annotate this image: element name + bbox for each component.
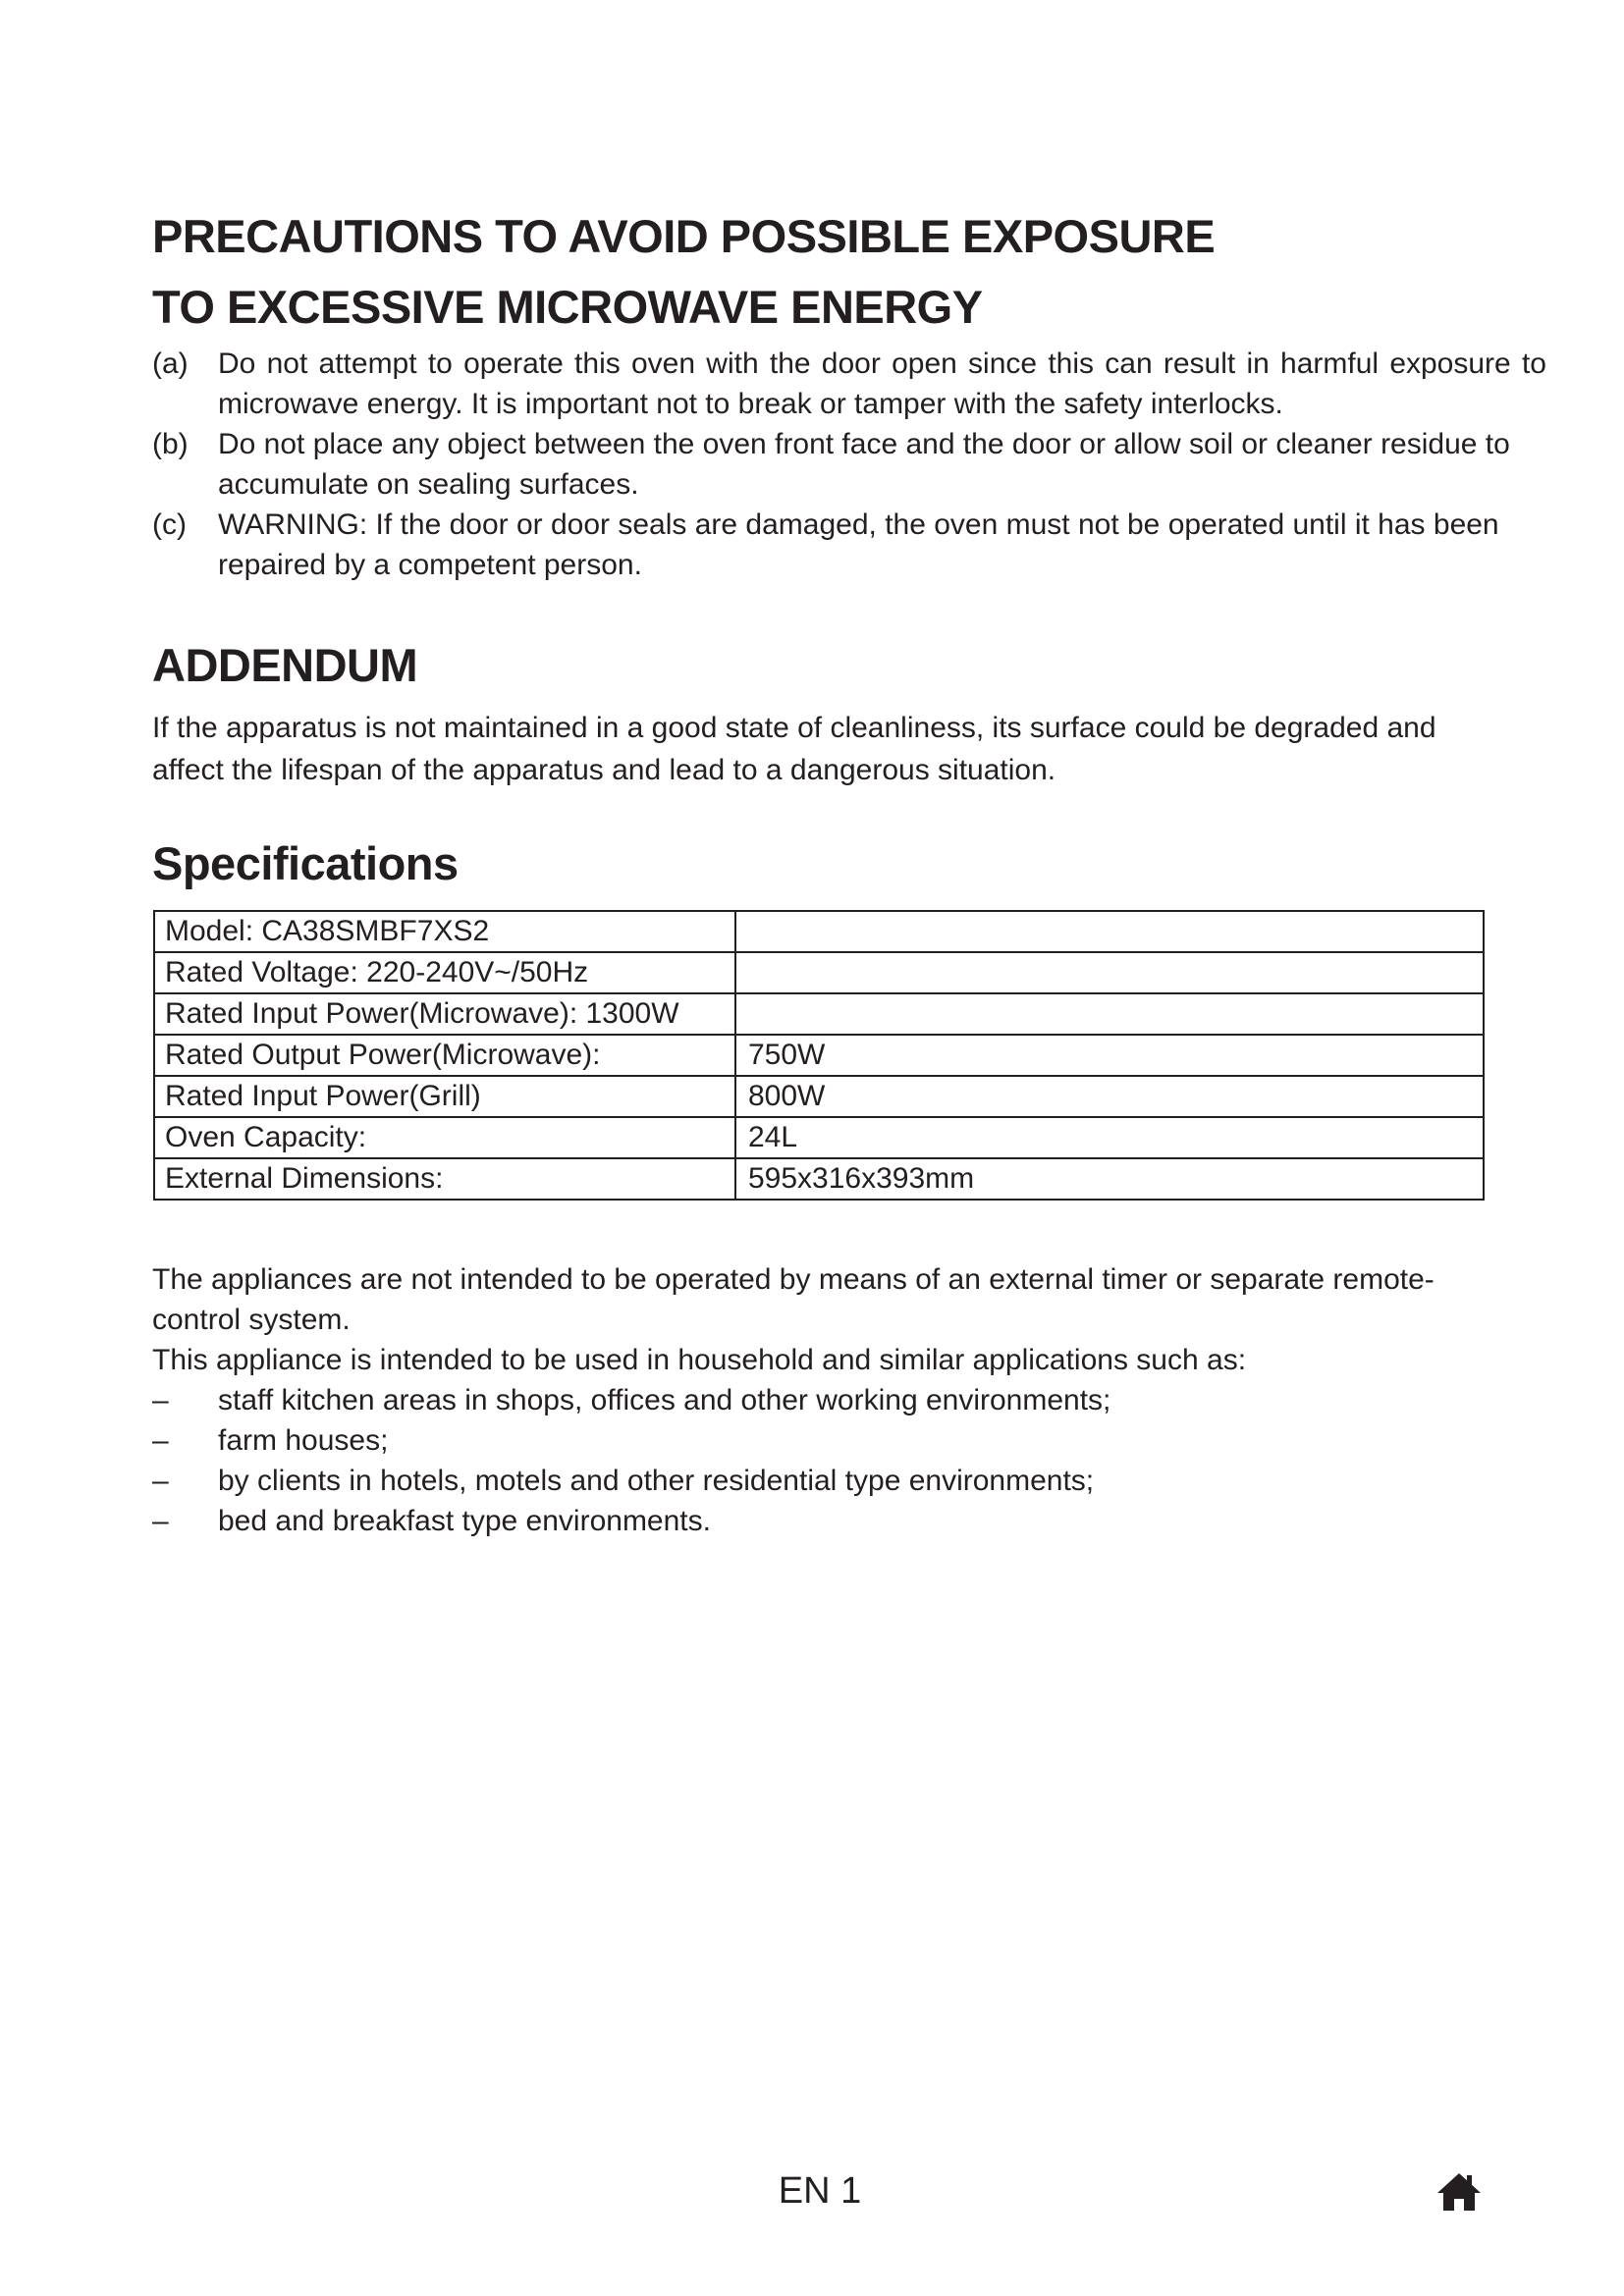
table-row	[154, 993, 1484, 1035]
precaution-text: WARNING: If the door or door seals are damaged, the oven must not be operated until it has been repaired by a competent person.	[218, 508, 1499, 581]
precaution-text: Do not place any object between the oven front face and the door or allow soil or cleaner residue to accumulate on sealing surfaces.	[218, 428, 1510, 501]
spec-label: Rated Input Power(Grill)	[154, 1076, 735, 1117]
spec-label: Oven Capacity:	[154, 1117, 735, 1158]
precaution-marker: (b)	[152, 428, 189, 460]
precautions-list	[152, 344, 1546, 585]
table-row	[154, 1117, 1484, 1158]
table-row	[154, 1076, 1484, 1117]
usage-list	[152, 1380, 1497, 1541]
precaution-item	[152, 424, 1546, 505]
spec-value: 24L	[735, 1117, 1484, 1158]
home-icon[interactable]	[1436, 2172, 1482, 2212]
list-dash: –	[152, 1465, 169, 1497]
usage-note-timer: The appliances are not intended to be operated by means of an external timer or separate remote-control system.	[152, 1263, 1435, 1336]
usage-section	[152, 1259, 1497, 1541]
addendum-heading: ADDENDUM	[152, 639, 418, 691]
list-item	[152, 1380, 1497, 1420]
list-dash: –	[152, 1505, 169, 1537]
list-item	[152, 1501, 1497, 1541]
precaution-item	[152, 344, 1546, 424]
page-title-line-2: TO EXCESSIVE MICROWAVE ENERGY	[152, 281, 983, 333]
list-dash: –	[152, 1384, 169, 1416]
spec-value: 750W	[735, 1035, 1484, 1076]
table-row	[154, 1035, 1484, 1076]
page-number: EN 1	[778, 2170, 862, 2212]
page-title-line-1: PRECAUTIONS TO AVOID POSSIBLE EXPOSURE	[152, 210, 1216, 262]
precaution-marker: (c)	[152, 508, 187, 541]
table-row	[154, 952, 1484, 993]
spec-value	[735, 993, 1484, 1035]
spec-label: External Dimensions:	[154, 1158, 735, 1200]
precaution-item	[152, 505, 1546, 585]
list-item-text: staff kitchen areas in shops, offices and other working environments;	[218, 1384, 1111, 1416]
precaution-marker: (a)	[152, 347, 189, 380]
page-title	[152, 201, 1215, 343]
list-item	[152, 1461, 1497, 1501]
list-item-text: farm houses;	[218, 1424, 389, 1457]
spec-value: 800W	[735, 1076, 1484, 1117]
addendum-text: If the apparatus is not maintained in a good state of cleanliness, its surface could be degraded and affect the lifespan of the apparatus and lead to a dangerous situation.	[152, 712, 1436, 786]
specifications-table	[153, 910, 1485, 1201]
table-row	[154, 1158, 1484, 1200]
precaution-text: Do not attempt to operate this oven with the door open since this can result in harmful exposure to microwave energy. It is important not to break or tamper with the safety interlocks.	[218, 347, 1546, 420]
specifications-heading: Specifications	[152, 837, 459, 889]
spec-label: Model: CA38SMBF7XS2	[154, 911, 735, 952]
usage-note-household: This appliance is intended to be used in household and similar applications such as:	[152, 1344, 1247, 1376]
spec-value: 595x316x393mm	[735, 1158, 1484, 1200]
spec-label: Rated Output Power(Microwave):	[154, 1035, 735, 1076]
spec-value	[735, 911, 1484, 952]
list-item-text: by clients in hotels, motels and other residential type environments;	[218, 1465, 1095, 1497]
spec-value	[735, 952, 1484, 993]
table-row	[154, 911, 1484, 952]
list-item-text: bed and breakfast type environments.	[218, 1505, 711, 1537]
spec-label: Rated Input Power(Microwave): 1300W	[154, 993, 735, 1035]
list-dash: –	[152, 1424, 169, 1457]
spec-label: Rated Voltage: 220-240V~/50Hz	[154, 952, 735, 993]
list-item	[152, 1420, 1497, 1461]
